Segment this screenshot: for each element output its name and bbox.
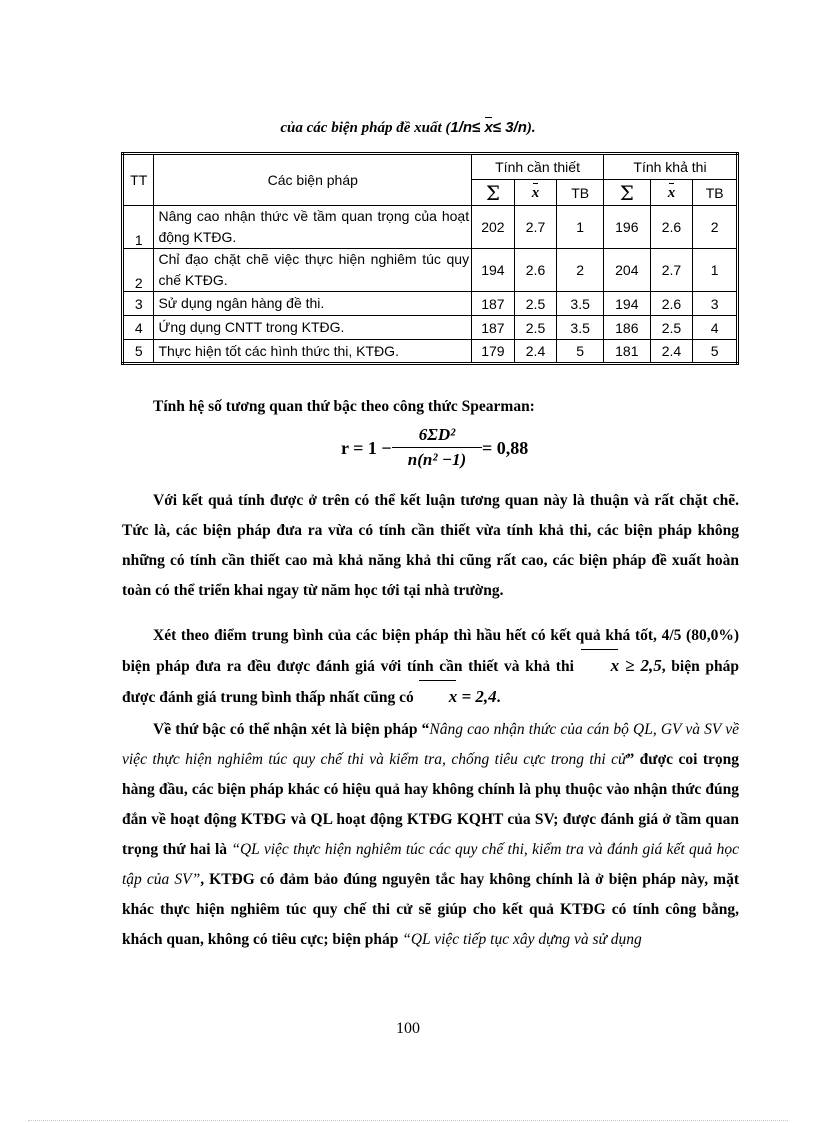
paragraph-ranking: Về thứ bậc có thể nhận xét là biện pháp “Nâng cao nhận thức của cán bộ QL, GV và SV về việc thực hiện nghiêm túc quy chế thi và kiểm tra, chống tiêu cực trong thi cử” được coi trọng hàng đầu, các biện pháp khác có hiệu quả hay không chính là phụ thuộc vào nhận thức đúng đắn về hoạt động KTĐG và QL hoạt động KTĐG KQHT của SV; được đánh giá ở tầm quan trọng thứ hai là “QL việc thực hiện nghiêm túc các quy chế thi, kiểm tra và đánh giá kết quả học tập của SV”, KTĐG có đảm bảo đúng nguyên tắc hay không chính là ở biện pháp này, mặt khác thực hiện nghiêm túc quy chế thi cử sẽ giúp cho kết quả KTĐG có tính công bằng, khách quan, không có tiêu cực; biện pháp “QL việc tiếp tục xây dựng và sử dụng [122,721,739,948]
sigma-icon: Σ [619,180,634,205]
row-necessity-rank: 3.5 [557,292,604,316]
row-measure: Ứng dụng CNTT trong KTĐG. [154,316,472,340]
header-necessity-sum [472,180,515,206]
row-feasibility-mean: 2.6 [650,292,693,316]
row-tt: 2 [123,249,154,292]
row-necessity-mean: 2.6 [514,249,557,292]
formula-lhs: r = 1 − [341,438,392,458]
row-tt: 1 [123,206,154,249]
paragraph-mean-score: Xét theo điểm trung bình của các biện pháp thì hầu hết có kết quả khá tốt, 4/5 (80,0%) biện pháp đưa ra đều được đánh giá với tính cần thiết và khả thi x ≥ 2,5, biện pháp được đánh giá trung bình thấp nhất cũng có x = 2,4. [122,621,739,713]
spearman-formula [0,425,816,475]
row-necessity-rank: 3.5 [557,316,604,340]
caption-formula: 1/n≤ x≤ 3/n [450,119,527,136]
row-feasibility-rank: 5 [693,340,738,364]
header-feasibility-sum [603,180,650,206]
row-feasibility-sum: 181 [603,340,650,364]
row-necessity-mean: 2.5 [514,316,557,340]
table-row [123,292,738,316]
row-measure: Chỉ đạo chặt chẽ việc thực hiện nghiêm túc quy chế KTĐG. [154,249,472,292]
row-tt: 4 [123,316,154,340]
row-necessity-rank: 2 [557,249,604,292]
paragraph-conclusion: Với kết quả tính được ở trên có thể kết luận tương quan này là thuận và rất chặt chẽ. Tức là, các biện pháp đưa ra vừa có tính cần thiết vừa tính khả thi, các biện pháp không những có tính cần thiết cao mà khả năng khả thi cũng rất cao, các biện pháp đề xuất hoàn toàn có thể triển khai ngay từ năm học tới tại nhà trường. [122,492,739,599]
row-tt: 5 [123,340,154,364]
formula-denominator: n(n² −1) [407,450,467,469]
mean-expression: x = 2,4 [418,687,497,706]
table-caption: của các biện pháp đề xuất (1/n≤ x≤ 3/n). [280,119,536,136]
row-feasibility-rank: 2 [693,206,738,249]
row-measure: Thực hiện tốt các hình thức thi, KTĐG. [154,340,472,364]
row-feasibility-sum: 194 [603,292,650,316]
header-feasibility: Tính khả thi [603,154,737,180]
row-measure: Sử dụng ngân hàng đề thi. [154,292,472,316]
formula-numerator: 6ΣD² [392,425,482,448]
row-necessity-sum: 202 [472,206,515,249]
row-necessity-mean: 2.7 [514,206,557,249]
header-feasibility-rank: TB [693,180,738,206]
row-feasibility-sum: 196 [603,206,650,249]
row-necessity-rank: 5 [557,340,604,364]
row-feasibility-rank: 4 [693,316,738,340]
page-edge-divider [28,1120,788,1121]
table-row [123,206,738,249]
measures-table [121,152,739,365]
row-necessity-sum: 179 [472,340,515,364]
header-feasibility-mean [650,180,693,206]
xbar-icon: x [667,184,676,201]
row-necessity-rank: 1 [557,206,604,249]
mean-expression: x ≥ 2,5 [580,656,662,675]
row-necessity-sum: 187 [472,292,515,316]
formula-fraction [392,425,482,470]
formula-result: = 0,88 [482,438,529,458]
header-measure: Các biện pháp [154,154,472,206]
table-row [123,316,738,340]
row-measure: Nâng cao nhận thức về tầm quan trọng của hoạt động KTĐG. [154,206,472,249]
row-feasibility-sum: 186 [603,316,650,340]
row-feasibility-mean: 2.6 [650,206,693,249]
header-tt: TT [123,154,154,206]
table-row [123,249,738,292]
header-necessity-rank: TB [557,180,604,206]
spearman-intro: Tính hệ số tương quan thứ bậc theo công thức Spearman: [153,398,535,415]
row-feasibility-mean: 2.4 [650,340,693,364]
row-feasibility-rank: 1 [693,249,738,292]
row-tt: 3 [123,292,154,316]
row-necessity-mean: 2.5 [514,292,557,316]
row-necessity-mean: 2.4 [514,340,557,364]
row-feasibility-rank: 3 [693,292,738,316]
table-row [123,340,738,364]
xbar-icon: x [531,184,540,201]
header-necessity-mean [514,180,557,206]
row-necessity-sum: 187 [472,316,515,340]
header-necessity: Tính cần thiết [472,154,604,180]
row-feasibility-mean: 2.7 [650,249,693,292]
row-feasibility-mean: 2.5 [650,316,693,340]
page-number: 100 [396,1020,420,1037]
row-feasibility-sum: 204 [603,249,650,292]
sigma-icon: Σ [485,180,500,205]
row-necessity-sum: 194 [472,249,515,292]
